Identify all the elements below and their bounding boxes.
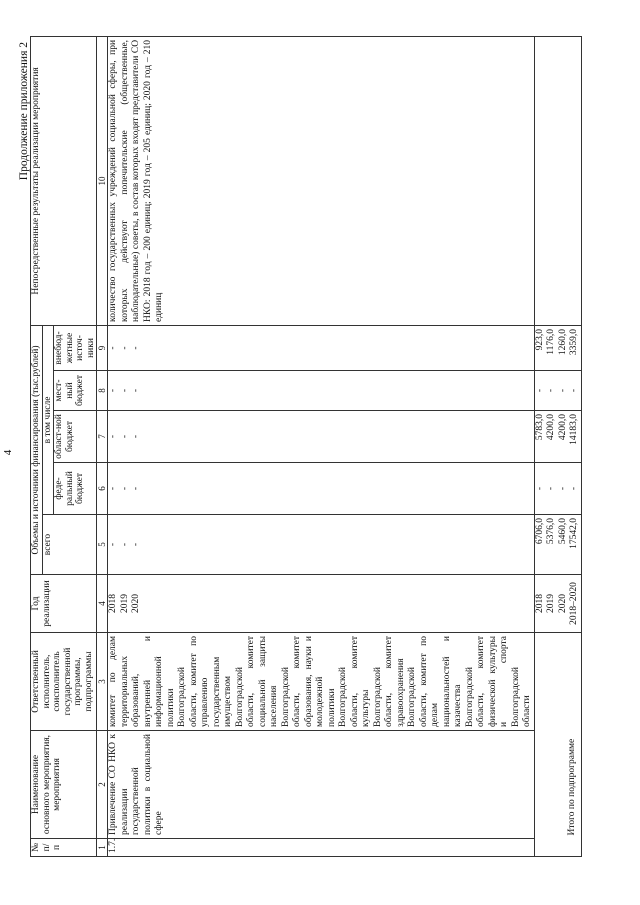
total-row	[534, 36, 581, 856]
header-regional: област-ной бюджет	[54, 411, 97, 463]
local-value: -	[119, 388, 130, 393]
regional-value: -	[131, 434, 141, 439]
total-sum-cell	[534, 515, 581, 575]
total-federal-value: -	[534, 486, 545, 491]
table-row	[108, 36, 535, 856]
header-executor: Ответственный исполнитель, соисполнитель государственной программы, подпрограммы	[31, 633, 97, 731]
total-regional-value: 5783,0	[534, 414, 545, 441]
total-spacer	[534, 839, 581, 857]
regional-value: -	[108, 434, 118, 439]
header-federal: феде-ральный бюджет	[54, 463, 97, 515]
column-number: 7	[97, 411, 108, 463]
federal-value: -	[131, 486, 141, 491]
continuation-label: Продолжение приложения 2	[18, 42, 30, 181]
header-extrabudget: внебюд-жетные источ-ники	[54, 325, 97, 370]
header-year: Год реализации	[31, 575, 97, 633]
total-local-value: -	[569, 388, 579, 393]
total-regional-value: 14183,0	[569, 414, 579, 445]
total-year-value: 2018	[534, 594, 545, 613]
total-value: -	[131, 542, 141, 547]
results-text: количество государственных учреждений социальной сферы, при которых действуют попечительские (общественные, наблюдательные) советы, в состав которых входят представители СО НКО: 2018 год – 200 единиц; 2019 год – 205 единиц; 2020 год – 210 единиц	[108, 36, 535, 325]
column-number: 10	[97, 36, 108, 325]
total-value: -	[108, 542, 118, 547]
total-extrabudget-value: 1176,0	[546, 328, 556, 355]
total-sum-value: 5376,0	[546, 518, 556, 545]
year-value: 2020	[131, 594, 141, 613]
total-extrabudget-value: 3359,0	[569, 328, 579, 356]
header-total: всего	[42, 515, 97, 575]
column-number: 3	[97, 633, 108, 731]
total-extrabudget-value: 1260,0	[557, 328, 568, 356]
local-value: -	[131, 388, 141, 393]
extrabudget-value: -	[108, 346, 118, 350]
total-sum-value: 17542,0	[569, 518, 579, 549]
column-number: 6	[97, 463, 108, 515]
header-local: мест-ный бюджет	[54, 371, 97, 411]
total-year-value: 2018–2020	[569, 582, 579, 625]
header-name: Наименование основного мероприятия, мероприятия	[31, 731, 97, 839]
header-results: Непосредственные результаты реализации мероприятия	[31, 36, 97, 325]
total-local-cell	[534, 371, 581, 411]
total-local-value: -	[534, 388, 545, 393]
header-no: № п/п	[31, 839, 97, 857]
total-year-value: 2020	[557, 594, 568, 613]
extrabudget-value: -	[119, 346, 130, 350]
total-regional-value: 4200,0	[546, 414, 556, 441]
total-regional-value: 4200,0	[557, 414, 568, 441]
column-numbers-row	[97, 36, 108, 856]
executor-list: комитет по делам территориальных образований, внутренней и информационной политики Волгоградской области, комитет по управлению государственным имуществом Волгоградской области, комитет социальной защиты населения Волгоградской области, комитет образования, науки и молодежной политики Волгоградской области, комитет культуры Волгоградской области, комитет здравоохранения Волгоградской области, комитет по делам национальностей и казачества Волгоградской области, комитет физической культуры и спорта Волгоградской области	[108, 633, 535, 731]
federal-value: -	[108, 486, 118, 491]
regional-cell	[108, 411, 535, 463]
header-row-1	[31, 36, 43, 856]
federal-value: -	[119, 486, 130, 491]
column-number: 8	[97, 371, 108, 411]
year-value: 2018	[108, 594, 118, 613]
extrabudget-cell	[108, 325, 535, 370]
total-federal-value: -	[546, 486, 556, 491]
total-extrabudget-value: 923,0	[534, 328, 545, 351]
column-number: 2	[97, 731, 108, 839]
extrabudget-value: -	[131, 346, 141, 350]
total-year-value: 2019	[546, 594, 556, 613]
total-local-value: -	[557, 388, 568, 393]
total-results-cell	[534, 36, 581, 325]
federal-cell	[108, 463, 535, 515]
measure-name: Привлечение СО НКО к реализации государственной политики в социальной сфере	[108, 731, 535, 839]
total-regional-cell	[534, 411, 581, 463]
total-federal-value: -	[569, 486, 579, 491]
total-value: -	[119, 542, 130, 547]
column-number: 4	[97, 575, 108, 633]
total-federal-value: -	[557, 486, 568, 491]
local-cell	[108, 371, 535, 411]
year-cell	[108, 575, 535, 633]
header-including: в том числе	[42, 325, 54, 514]
header-funding: Объемы и источники финансирования (тыс.рублей)	[31, 325, 43, 574]
total-year-cell	[534, 575, 581, 633]
total-label: Итого по подпрограмме	[534, 633, 581, 839]
local-value: -	[108, 388, 118, 393]
total-sum-value: 6706,0	[534, 518, 545, 545]
column-number: 5	[97, 515, 108, 575]
funding-table	[30, 36, 582, 857]
page-number: 4	[2, 449, 14, 456]
total-federal-cell	[534, 463, 581, 515]
total-local-value: -	[546, 388, 556, 393]
total-cell	[108, 515, 535, 575]
total-extrabudget-cell	[534, 325, 581, 370]
regional-value: -	[119, 434, 130, 439]
column-number: 9	[97, 325, 108, 370]
year-value: 2019	[119, 594, 130, 613]
total-sum-value: 5460,0	[557, 518, 568, 545]
row-number: 1.7.	[108, 839, 535, 857]
column-number: 1	[97, 839, 108, 857]
